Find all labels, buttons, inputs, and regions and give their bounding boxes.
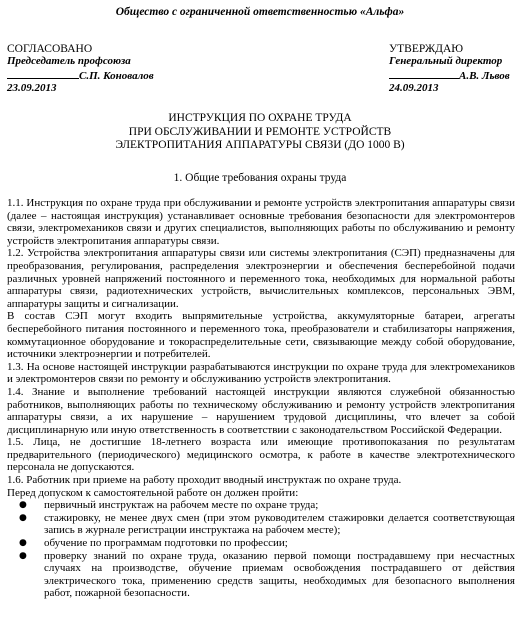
list-item-text: стажировку, не менее двух смен (при этом руководителем стажировки делается соответствующая запись в журнале регистрации инструктажа на рабочем месте); — [44, 511, 515, 537]
approval-signature — [7, 68, 154, 82]
list-item — [7, 512, 515, 537]
approval-heading: УТВЕРЖДАЮ — [389, 43, 464, 55]
approval-role: Генеральный директор — [389, 55, 503, 68]
approval-block-agreed — [7, 43, 154, 95]
list-item-text: обучение по программам подготовки по профессии; — [44, 537, 288, 550]
approval-signature — [389, 68, 510, 82]
approval-date: 23.09.2013 — [7, 82, 57, 95]
list-item — [7, 537, 515, 550]
paragraph-1-2-composition: В состав СЭП могут входить выпрямительные устройства, аккумуляторные батареи, агрегаты бесперебойного питания постоянного и переменного тока, преобразователи и стабилизаторы напряжения, коммутационное оборудование и токораспределительные сети, связывающие между собой оборудование, источники электроэнергии и потребителей. — [7, 310, 515, 361]
section-heading: 1. Общие требования охраны труда — [173, 172, 347, 184]
approval-date: 24.09.2013 — [389, 82, 439, 95]
list-item-text: первичный инструктаж на рабочем месте по охране труда; — [44, 499, 319, 512]
list-item-text: проверку знаний по охране труда, оказанию первой помощи пострадавшему при несчастных случаях на производстве, обучение приемам освобождения пострадавшего от действия электрического тока, применению средств защиты, необходимых для безопасного выполнения работ, пожарной безопасности. — [44, 549, 515, 600]
approval-signature-name: А.В. Львов — [459, 69, 510, 82]
document-title — [0, 112, 520, 153]
list-item — [7, 550, 515, 600]
section-body — [7, 197, 515, 600]
paragraph-1-2: 1.2. Устройства электропитания аппаратуры связи или системы электропитания (СЭП) предназначены для преобразования, регулирования, распределения электроэнергии и обеспечения бесперебойной подачи различных уровней напряжений постоянного и переменного тока, необходимых для нормальной работы аппаратуры связи, радиотехнических устройств, вычислительных комплексов, персональных ЭВМ, аппаратуры защиты и сигнализации. — [7, 247, 515, 310]
requirements-list — [7, 499, 515, 600]
list-item — [7, 499, 515, 512]
organization-name: Общество с ограниченной ответственностью «Альфа» — [115, 6, 405, 18]
approval-heading: СОГЛАСОВАНО — [7, 43, 93, 55]
bullet-icon: ● — [19, 538, 27, 549]
paragraph-1-6: 1.6. Работник при приеме на работу проходит вводный инструктаж по охране труда. — [7, 474, 402, 487]
paragraph-1-4: 1.4. Знание и выполнение требований настоящей инструкции являются служебной обязанностью работников, выполняющих работы по техническому обслуживанию и ремонту устройств электропитания аппаратуры связи, а их нарушение – нарушением трудовой дисциплины, что влечет за собой дисциплинарную или иную ответственность в соответствии с законодательством Российской Федерации. — [7, 385, 515, 436]
signature-line — [7, 68, 79, 79]
paragraph-1-1: 1.1. Инструкция по охране труда при обслуживании и ремонте устройств электропитания аппаратуры связи (далее – настоящая инструкция) устанавливает основные требования безопасности для электромонтеров связи, электромехаников связи и других специалистов, выполняющих работы по обслуживанию и ремонту устройств электропитания аппаратуры связи. — [7, 197, 515, 247]
paragraph-1-5: 1.5. Лица, не достигшие 18-летнего возраста или имеющие противопоказания по результатам предварительного (периодического) медицинского осмотра, к работе в качестве электротехнического персонала не допускаются. — [7, 436, 515, 474]
bullet-icon: ● — [19, 500, 27, 511]
title-line: ИНСТРУКЦИЯ ПО ОХРАНЕ ТРУДА — [168, 112, 352, 124]
signature-line — [389, 68, 459, 79]
approval-role: Председатель профсоюза — [7, 55, 131, 68]
paragraph-1-6-list-intro: Перед допуском к самостоятельной работе он должен пройти: — [7, 486, 299, 499]
title-line: ЭЛЕКТРОПИТАНИЯ АППАРАТУРЫ СВЯЗИ (ДО 1000 В) — [115, 139, 405, 151]
approval-block-approve — [389, 43, 510, 95]
approval-signature-name: С.П. Коновалов — [79, 69, 154, 82]
paragraph-1-3: 1.3. На основе настоящей инструкции разрабатываются инструкции по охране труда для электромехаников и электромонтеров связи по ремонту и обслуживанию устройств электропитания. — [7, 360, 515, 386]
bullet-icon: ● — [19, 550, 27, 561]
bullet-icon: ● — [19, 512, 27, 523]
title-line: ПРИ ОБСЛУЖИВАНИИ И РЕМОНТЕ УСТРОЙСТВ — [128, 125, 392, 138]
